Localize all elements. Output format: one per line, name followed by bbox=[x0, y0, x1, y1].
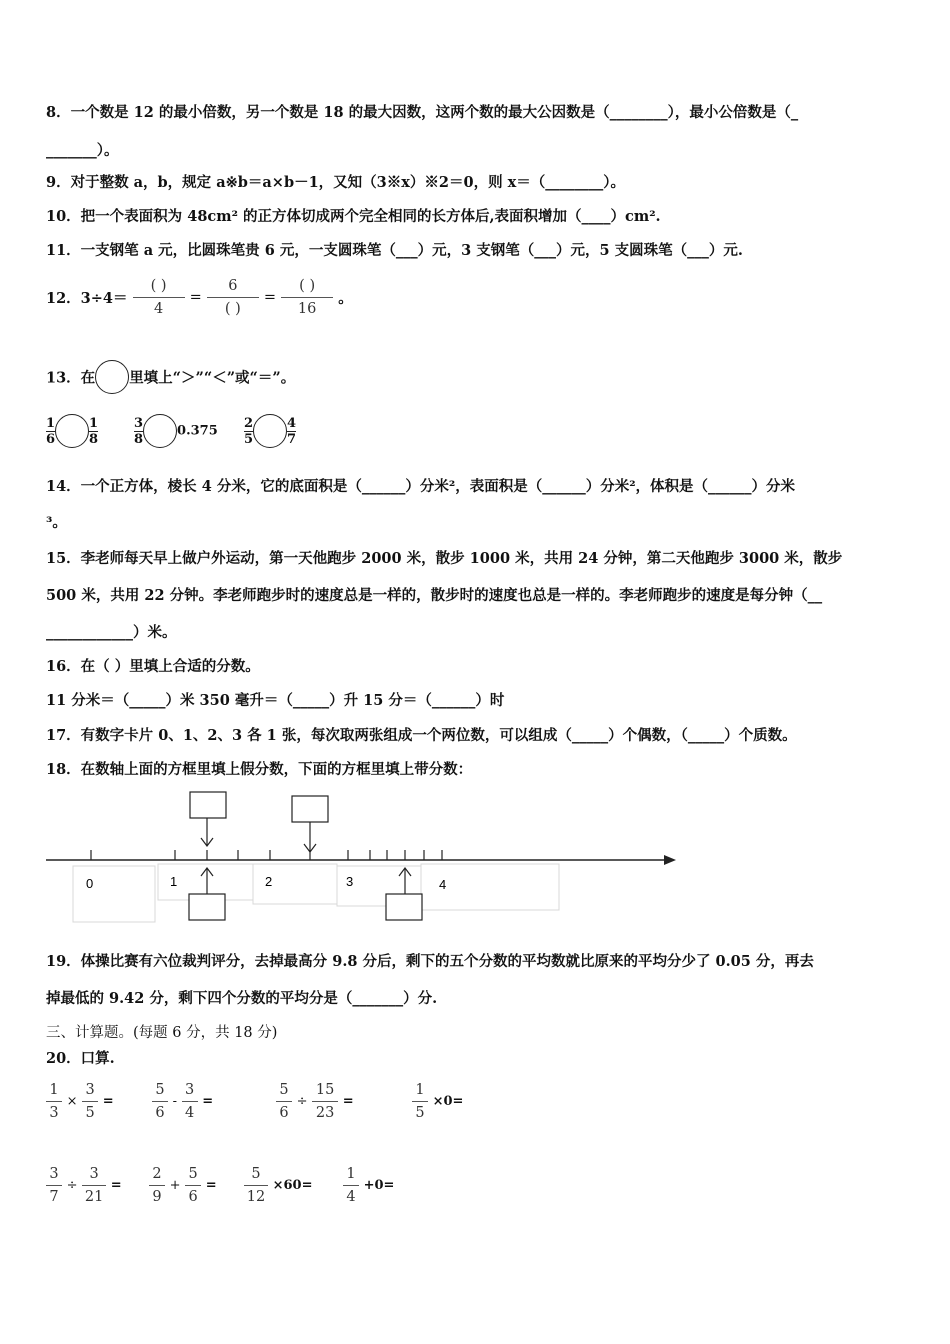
compare-circle-icon[interactable] bbox=[253, 414, 287, 448]
q20-item-3: $\frac{5}{6}$ ÷ $\frac{15}{23}$ = bbox=[276, 1080, 354, 1123]
compare-circle-icon[interactable] bbox=[143, 414, 177, 448]
mixed-number-box-1[interactable] bbox=[189, 894, 225, 920]
q20-title: 20．口算. bbox=[46, 1050, 115, 1067]
q9: 9．对于整数 a，b，规定 a※b＝a×b－1，又知（3※x）※2＝0，则 x＝（________）。 bbox=[46, 174, 626, 191]
q13-item-2: $\frac{3}{8} 0.375$ bbox=[134, 415, 218, 447]
q12: 12．3÷4＝ $\frac{( )}{4}$ = $\frac{6}{( )}$ = $\frac{( )}{16}$ 。 bbox=[46, 278, 353, 317]
number-line-ticks bbox=[91, 850, 442, 860]
q20-item-6: $\frac{2}{9}$ + $\frac{5}{6}$ = bbox=[149, 1164, 217, 1207]
q12-fraction-2: $\frac{6}{( )}$ bbox=[207, 276, 259, 319]
improper-fraction-box-1[interactable] bbox=[190, 792, 226, 818]
q20-item-8: $\frac{1}{4}$ +0= bbox=[343, 1164, 394, 1207]
number-line-label-1: 1 bbox=[170, 874, 178, 889]
q17: 17．有数字卡片 0、1、2、3 各 1 张，每次取两张组成一个两位数，可以组成（_____）个偶数，（_____）个质数。 bbox=[46, 727, 797, 744]
q13-title: 13．在 里填上“＞”“＜”或“＝”。 bbox=[46, 360, 904, 394]
q15-line3: ____________）米。 bbox=[46, 624, 177, 641]
q8-line1: 8．一个数是 12 的最小倍数，另一个数是 18 的最大因数，这两个数的最大公因数是（________），最小公倍数是（_ bbox=[46, 104, 799, 121]
number-line-label-3: 3 bbox=[346, 874, 354, 889]
number-line-arrow-icon bbox=[664, 855, 676, 865]
q20-item-7: $\frac{5}{12}$ ×60= bbox=[244, 1164, 313, 1207]
mixed-number-box-2[interactable] bbox=[386, 894, 422, 920]
q11: 11．一支钢笔 a 元，比圆珠笔贵 6 元，一支圆珠笔（___）元，3 支钢笔（___）元，5 支圆珠笔（___）元. bbox=[46, 242, 743, 259]
compare-circle-icon[interactable] bbox=[55, 414, 89, 448]
number-line-label-frames bbox=[73, 864, 559, 922]
number-line-diagram bbox=[0, 780, 700, 930]
q15-line1: 15．李老师每天早上做户外运动，第一天他跑步 2000 米，散步 1000 米，共用 24 分钟，第二天他跑步 3000 米，散步 bbox=[46, 550, 843, 567]
q12-label: 12．3÷4＝ bbox=[46, 290, 128, 307]
q13-item-3: $\frac{2}{5} \frac{4}{7}$ bbox=[244, 415, 297, 447]
q15-line2: 500 米，共用 22 分钟。李老师跑步时的速度总是一样的，散步时的速度也总是一样的。李老师跑步的速度是每分钟（__ bbox=[46, 587, 823, 604]
q14-line2: ³。 bbox=[46, 514, 67, 531]
q20-item-4: $\frac{1}{5}$ ×0= bbox=[412, 1080, 463, 1123]
q10: 10．把一个表面积为 48cm² 的正方体切成两个完全相同的长方体后,表面积增加（____）cm². bbox=[46, 208, 661, 225]
number-line-label-4: 4 bbox=[439, 877, 447, 892]
number-line-label-0: 0 bbox=[86, 876, 94, 891]
q16-title: 16．在（ ）里填上合适的分数。 bbox=[46, 658, 260, 675]
q12-fraction-3: $\frac{( )}{16}$ bbox=[281, 276, 333, 319]
q13-item-1: $\frac{1}{6} \frac{1}{8}$ bbox=[46, 415, 99, 447]
number-line-label-2: 2 bbox=[265, 874, 273, 889]
q18-title: 18．在数轴上面的方框里填上假分数，下面的方框里填上带分数： bbox=[46, 761, 473, 778]
q14-line1: 14．一个正方体，棱长 4 分米，它的底面积是（______）分米²，表面积是（______）分米²，体积是（______）分米 bbox=[46, 478, 796, 495]
q20-item-2: $\frac{5}{6}$ - $\frac{3}{4}$ = bbox=[152, 1080, 213, 1123]
q20-item-1: $\frac{1}{3}$ × $\frac{3}{5}$ = bbox=[46, 1080, 114, 1123]
q12-fraction-1: $\frac{( )}{4}$ bbox=[133, 276, 185, 319]
compare-circle-icon bbox=[95, 360, 129, 394]
q20-item-5: $\frac{3}{7}$ ÷ $\frac{3}{21}$ = bbox=[46, 1164, 122, 1207]
section-3-heading: 三、计算题。(每题 6 分，共 18 分) bbox=[46, 1025, 278, 1041]
q19-line1: 19．体操比赛有六位裁判评分，去掉最高分 9.8 分后，剩下的五个分数的平均数就比原来的平均分少了 0.05 分，再去 bbox=[46, 953, 814, 970]
q8-line2: _______）。 bbox=[46, 142, 119, 159]
improper-fraction-box-2[interactable] bbox=[292, 796, 328, 822]
q19-line2: 掉最低的 9.42 分，剩下四个分数的平均分是（_______）分. bbox=[46, 990, 438, 1007]
q16-line: 11 分米＝（_____）米 350 毫升＝（_____）升 15 分＝（______）时 bbox=[46, 692, 505, 709]
